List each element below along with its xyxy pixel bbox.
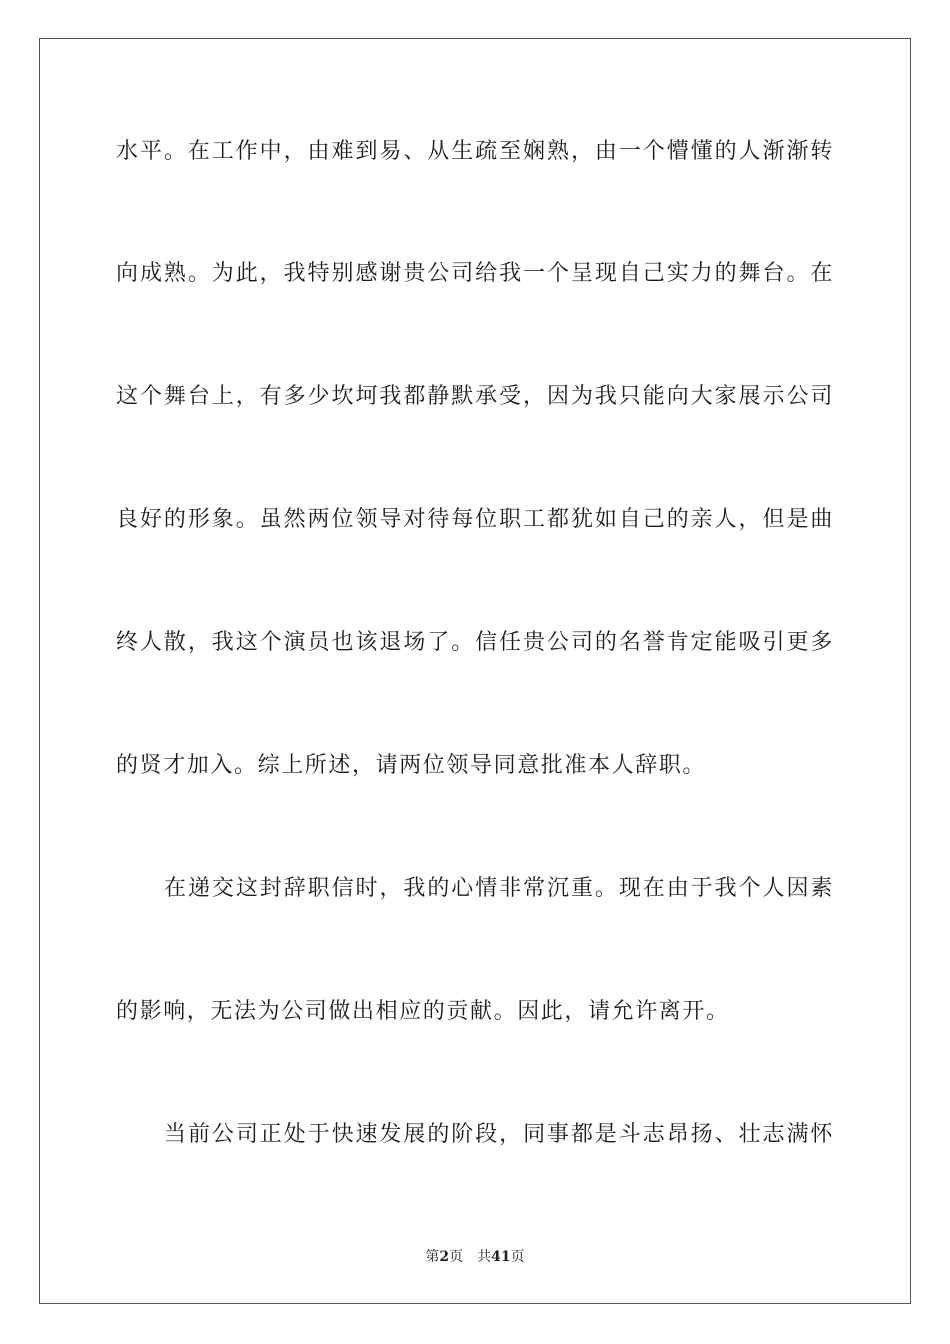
- body-line-6: 的贤才加入。综上所述，请两位领导同意批准本人辞职。: [116, 753, 707, 778]
- current-page-number: 2: [439, 1249, 450, 1265]
- body-line-1: 水平。在工作中，由难到易、从生疏至娴熟，由一个懵懂的人渐渐转: [116, 139, 834, 164]
- body-line-2: 向成熟。为此，我特别感谢贵公司给我一个呈现自己实力的舞台。在: [116, 261, 834, 286]
- page-frame: [39, 38, 911, 1304]
- body-line-5: 终人散，我这个演员也该退场了。信任贵公司的名誉肯定能吸引更多: [116, 630, 834, 655]
- page-suffix: 页: [449, 1249, 464, 1265]
- total-pages-number: 41: [491, 1249, 511, 1265]
- body-line-4: 良好的形象。虽然两位领导对待每位职工都犹如自己的亲人，但是曲: [116, 507, 834, 532]
- body-line-3: 这个舞台上，有多少坎坷我都静默承受，因为我只能向大家展示公司: [116, 384, 834, 409]
- body-line-7: 在递交这封辞职信时，我的心情非常沉重。现在由于我个人因素: [164, 876, 834, 901]
- page-prefix: 第: [425, 1249, 440, 1265]
- total-prefix: 共: [477, 1249, 492, 1265]
- total-suffix: 页: [510, 1249, 525, 1265]
- body-line-8: 的影响，无法为公司做出相应的贡献。因此，请允许离开。: [116, 999, 730, 1024]
- page-footer: [0, 1248, 950, 1266]
- body-line-9: 当前公司正处于快速发展的阶段，同事都是斗志昂扬、壮志满怀: [164, 1122, 834, 1147]
